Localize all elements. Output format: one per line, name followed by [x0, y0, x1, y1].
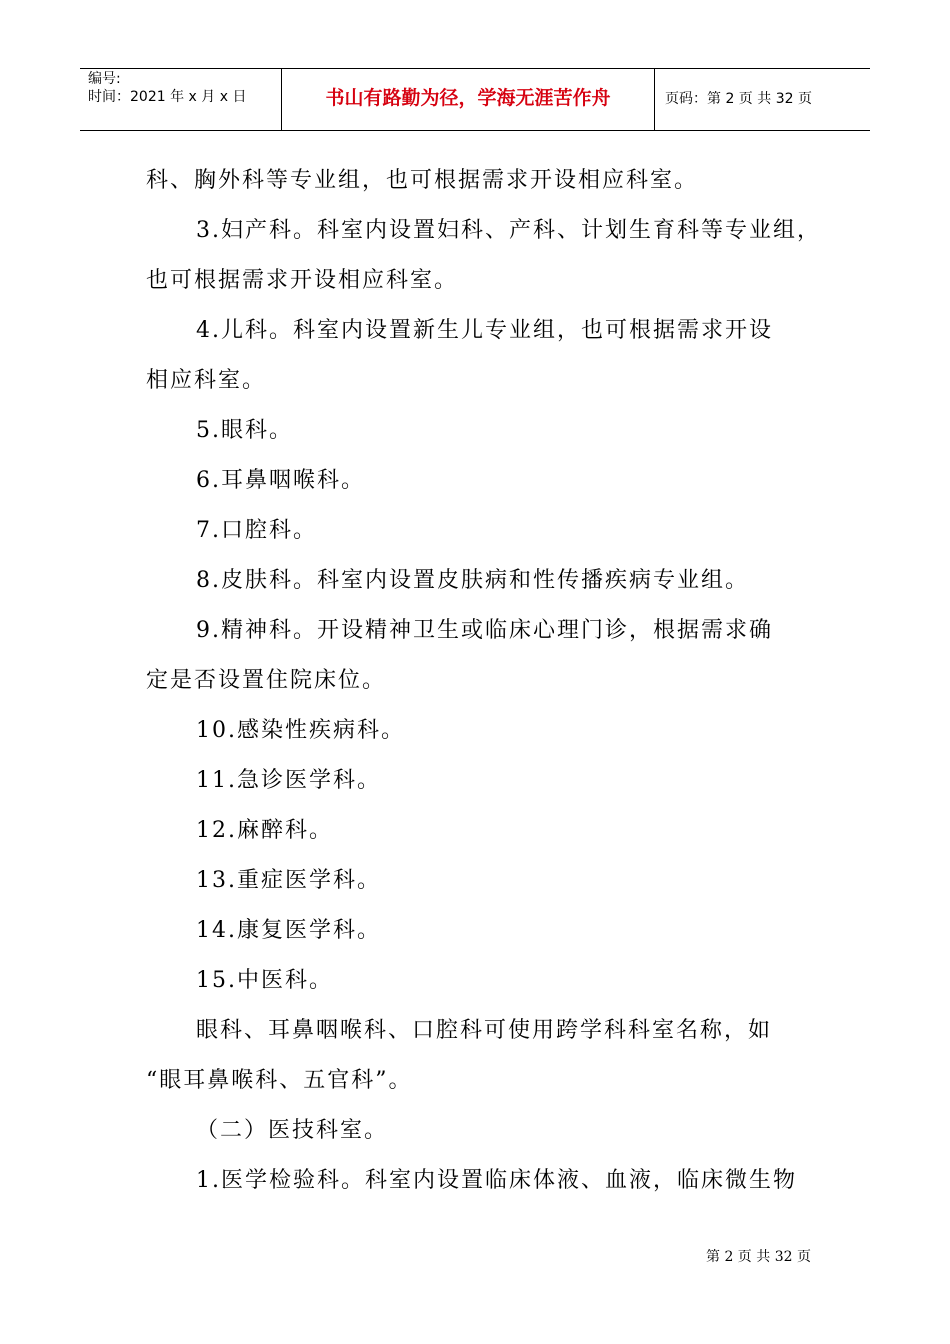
body-line: （二）医技科室。 [196, 1118, 389, 1143]
body-line: 14.康复医学科。 [196, 918, 381, 943]
body-line: 5.眼科。 [196, 418, 293, 443]
document-number-label: 编号: [88, 71, 121, 87]
body-line: 也可根据需求开设相应科室。 [146, 268, 459, 293]
body-line: 9.精神科。开设精神卫生或临床心理门诊，根据需求确 [196, 618, 773, 643]
body-line: 7.口腔科。 [196, 518, 317, 543]
body-line: 11.急诊医学科。 [196, 768, 381, 793]
body-line: 10.感染性疾病科。 [196, 718, 405, 743]
body-line: 科、胸外科等专业组，也可根据需求开设相应科室。 [146, 168, 699, 193]
header-page-info: 页码：第 2 页 共 32 页 [665, 91, 812, 107]
header-motto-cell [282, 69, 655, 130]
body-line: 12.麻醉科。 [196, 818, 333, 843]
body-line: 眼科、耳鼻咽喉科、口腔科可使用跨学科科室名称，如 [196, 1018, 773, 1043]
document-header [80, 68, 870, 131]
header-motto: 书山有路勤为径，学海无涯苦作舟 [325, 87, 611, 109]
body-line: “眼耳鼻喉科、五官科”。 [146, 1068, 413, 1093]
header-meta-cell [80, 69, 282, 130]
page-footer: 第 2 页 共 32 页 [706, 1249, 811, 1265]
body-line: 相应科室。 [146, 368, 267, 393]
header-page-cell [655, 69, 870, 130]
document-date-label: 时间：2021 年 x 月 x 日 [88, 89, 247, 105]
body-line: 15.中医科。 [196, 968, 333, 993]
body-line: 6.耳鼻咽喉科。 [196, 468, 365, 493]
body-line: 4.儿科。科室内设置新生儿专业组，也可根据需求开设 [196, 318, 773, 343]
body-line: 8.皮肤科。科室内设置皮肤病和性传播疾病专业组。 [196, 568, 749, 593]
body-line: 13.重症医学科。 [196, 868, 381, 893]
body-line: 3.妇产科。科室内设置妇科、产科、计划生育科等专业组， [196, 218, 821, 243]
body-line: 1.医学检验科。科室内设置临床体液、血液，临床微生物 [196, 1168, 797, 1193]
body-line: 定是否设置住院床位。 [146, 668, 387, 693]
